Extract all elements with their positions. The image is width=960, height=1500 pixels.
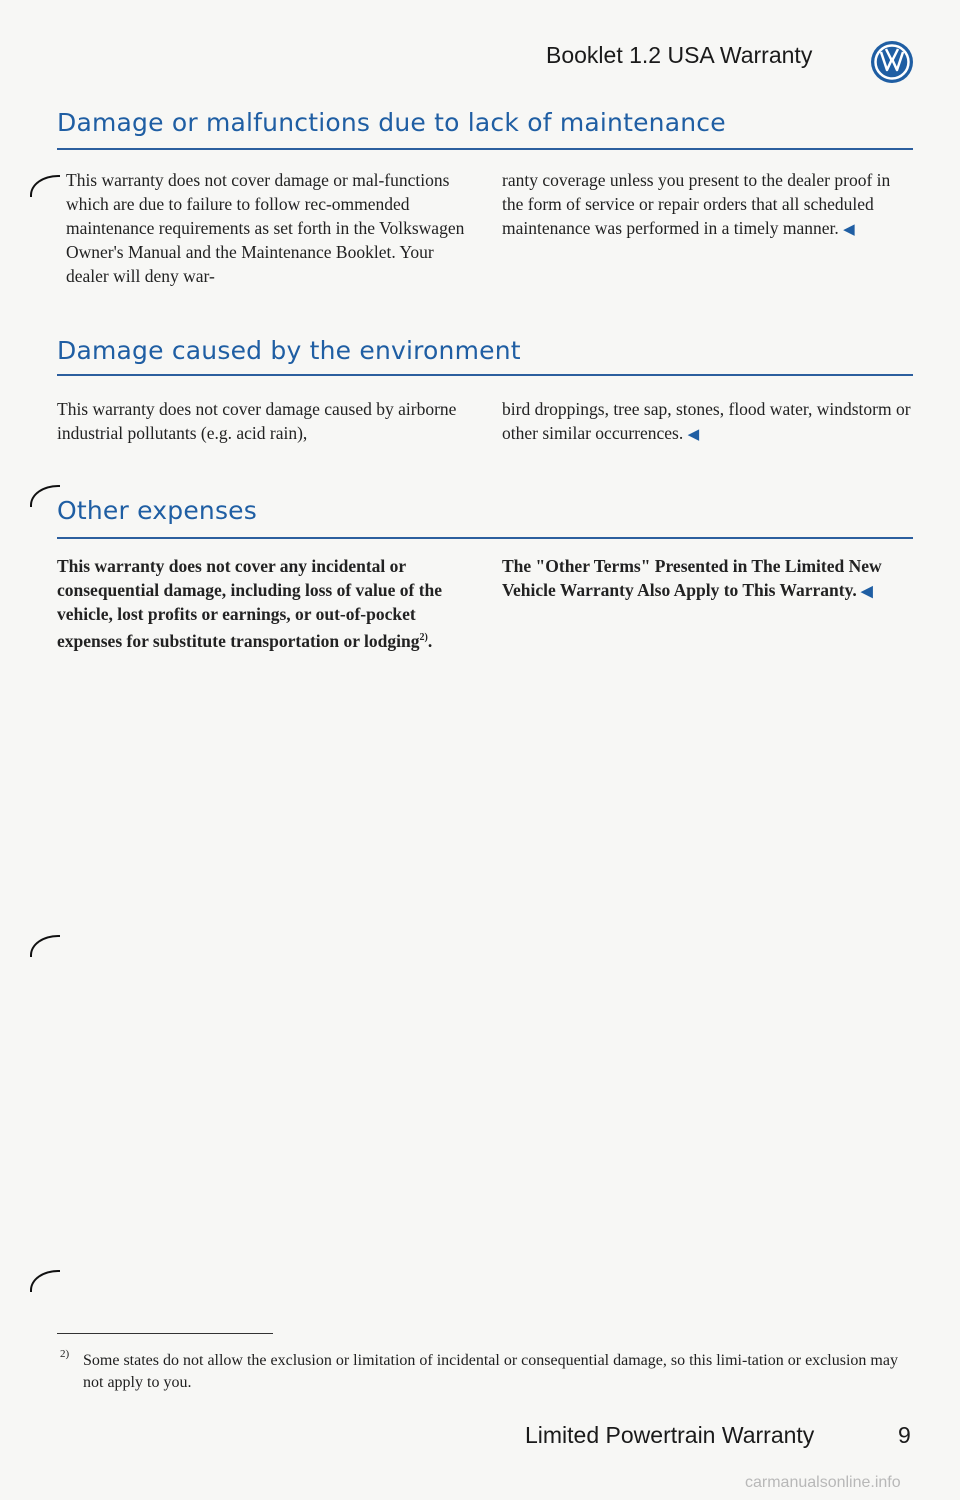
section-rule: [57, 148, 913, 150]
environment-text-col1: This warranty does not cover damage caused by airborne industrial pollutants (e.g. acid rain),: [57, 399, 457, 443]
footnote-marker: 2): [60, 1348, 70, 1360]
footer-title: Limited Powertrain Warranty: [525, 1422, 815, 1448]
binder-tab-mark: [30, 1270, 60, 1292]
footnote-text: Some states do not allow the exclusion or limitation of incidental or consequential damage, so this limi-tation or exclusion may not apply to you.: [83, 1352, 898, 1391]
end-marker-icon: ◀: [843, 222, 855, 238]
end-marker-icon: ◀: [861, 584, 873, 600]
watermark: carmanualsonline.info: [745, 1474, 901, 1491]
other-expenses-text-col2: The "Other Terms" Presented in The Limited New Vehicle Warranty Also Apply to This Warranty. ◀: [502, 556, 882, 600]
binder-tab-mark: [30, 935, 60, 957]
section-rule: [57, 374, 913, 376]
section-heading-maintenance: Damage or malfunctions due to lack of maintenance: [57, 108, 726, 137]
header-title: Booklet 1.2 USA Warranty: [546, 42, 813, 68]
footnote-rule: [57, 1333, 273, 1334]
section-heading-other-expenses: Other expenses: [57, 496, 257, 525]
environment-text-col2: bird droppings, tree sap, stones, flood water, windstorm or other similar occurrences. ◀: [502, 399, 911, 443]
maintenance-text-col2: ranty coverage unless you present to the dealer proof in the form of service or repair orders that all scheduled maintenance was performed in a timely manner. ◀: [502, 170, 891, 238]
binder-tab-mark: [30, 485, 60, 507]
binder-tab-mark: [30, 175, 60, 197]
maintenance-text-col1: This warranty does not cover damage or mal-functions which are due to failure to follow rec-ommended maintenance requirements as set forth in the Volkswagen Owner's Manual and the Maintenance Booklet. Your dealer will deny war-: [66, 170, 465, 286]
footnote-ref: 2): [419, 632, 428, 643]
other-expenses-text-col1: This warranty does not cover any incidental or consequential damage, including loss of value of the vehicle, lost profits or earnings, or out-of-pocket expenses for substitute transportation or lodging$^{2)}$.: [57, 556, 443, 651]
section-rule: [57, 537, 913, 539]
page-number: 9: [898, 1422, 911, 1448]
end-marker-icon: ◀: [687, 427, 700, 443]
section-heading-environment: Damage caused by the environment: [57, 336, 521, 365]
vw-logo-icon: [870, 40, 914, 84]
